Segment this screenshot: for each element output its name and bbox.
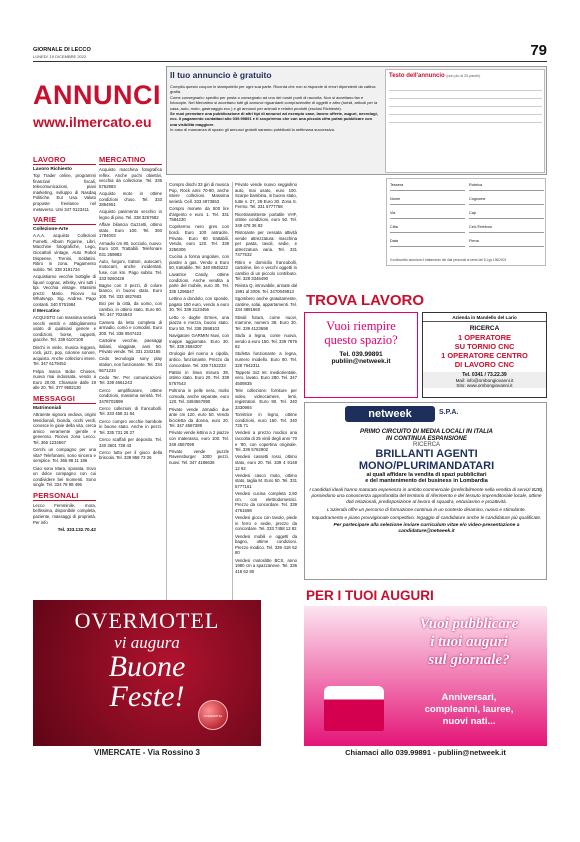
classified-ad: Top Trader online, programmi finanziari fiscali, telecomunicazioni, piani marketing, sviluppo di Nasdaq Politiche. Eur Usa. Valuto proposte freelance nel metaverso. Umi 347 0123411 (33, 173, 96, 212)
classified-ad: Privato vende nuovo seggiolino auto, mai usato, euro 100. Scarpe bambina, in buono stato, tutte n. 27, 28 Euro 30. Zona S. Fermo. Tel. 331 5777758 (235, 182, 297, 210)
coupon-field[interactable] (469, 183, 544, 191)
coupon-field[interactable] (390, 197, 465, 205)
classified-ad: Cucina a forma angolare, con piastre a gas. Vendo a Euro 50, trattabile. Tel. 340 8945222 (169, 253, 229, 271)
issue-date: LUNEDI' 19 DICEMBRE 2022 (33, 54, 87, 59)
classified-ad: Lecco Femminile, mora, bellissima, disponibile completa, paziente, massaggi di proprietà. Per info (33, 502, 96, 525)
classified-ad: Ciao sono Mara, sposata, trovo un dolce compagno con cui condividere bei momenti. Sono single. Tel. 334 78 98 496 (33, 465, 96, 488)
overmotel-line2: Buone (108, 650, 186, 683)
coupon-field[interactable] (390, 239, 465, 247)
classified-ad: Ritiro e domicilio francobolli, cartoline, lire e vecchi oggetti in cambio di un piccolo contributo. Tel. 328 3345490 (235, 259, 297, 282)
netweek-logo-text: netweek (368, 408, 412, 420)
trova-left-box (304, 312, 418, 398)
classified-ad: Vendesi a prezzo modico una raccolta di 25 vinili degli anni '70 e '80, con copertina originale. Tel. 339 5762902 (235, 430, 297, 453)
text-title: Testo dell'annuncio (389, 73, 445, 79)
classified-ad: Tele collezione: forniture per video, videocamere, lenti, registratori. Euro 90. Tel. 340 3330984 (235, 388, 297, 410)
netweek-line5: MONO/PLURIMANDATARI (358, 460, 495, 472)
overmotel-footer: VIMERCATE - Via Rossino 3 (33, 746, 261, 760)
netweek-para4: Per partecipare alla selezione inviare curriculum vitae e/o video-presentazione a candidature@netweek.it (333, 523, 520, 534)
coupon-warning: In caso di mancanza di spazio gli annunci gratuiti saranno pubblicati la settimana successiva. (170, 127, 335, 133)
classified-ad: Vendesi mobili e oggetti da bagno, ottime condizioni. Prezzo modico. Tel. 339 418 62 80 (235, 533, 297, 556)
classified-ad: Copritermo nero gres con bordi. Euro 100 antracite. Privato. Euro 80 trattabili. Vendo, euro 120. Tel. 339 2256306 (169, 224, 229, 252)
coupon-form (385, 69, 545, 173)
coupon-field-label: Cap (469, 211, 476, 215)
classified-ad: Vendesi cucina completa 2,60 cm, con elettrodomestici. Prezzo da concordare. Tel. 339 4761598 (235, 491, 297, 513)
trova-requirement: RICERCA (469, 325, 500, 332)
section-heading: MERCATINO (99, 155, 162, 165)
coupon-field[interactable] (390, 183, 465, 191)
auguri-head3: sul giornale? (428, 652, 510, 668)
coupon-fields (386, 178, 546, 266)
coupon-field[interactable] (469, 197, 544, 205)
classified-ad: Privato vende puzzle Ravensburger 1000 pezzi, nuovi. Tel. 347 4186636 (169, 448, 229, 466)
annunci-site[interactable]: www.ilmercato.eu (33, 114, 152, 130)
coupon-field-label: Rubrica (469, 183, 483, 187)
overmotel-brand: OVERMOTEL (74, 608, 220, 633)
text-lines[interactable] (389, 83, 542, 123)
netweek-line6: ai quali affidare la vendita di spazi pubblicitari (366, 472, 487, 478)
coupon-field-label: Data (390, 239, 399, 243)
classified-ad: Privato vende armadio due ante cm 120, euro 50. Vendo bicicletta da donna, euro 20. Tel. 347 4567389 (169, 406, 229, 429)
classified-ad: Armadio cm 80, nocciolo, nuovo. Euro 100. Trattabili. Telefonare 031 269883 (99, 240, 162, 257)
coupon-field[interactable] (390, 211, 465, 219)
section-heading: VARIE (33, 215, 96, 225)
netweek-line4: BRILLANTI AGENTI (375, 448, 478, 460)
cake-icon (324, 686, 384, 731)
classified-ad: Vendesi cassetti rossi, ottimo stato, euro 20. Tel. 339 4 9148 12 82 (235, 454, 297, 471)
newspaper-title: GIORNALE DI LECCO (33, 47, 91, 53)
classified-ad: Bagno con 3 pezzi, di colore bianco, in buono stato. Euro 100. Tel. 333 4827683 (99, 282, 162, 300)
auguri-footer[interactable]: Chiamaci allo 039.99891 - publiin@netweek.it (304, 746, 547, 760)
classified-ad: Compro monete da 500 lire d'argento e euro 1. Tel. 331 7584230 (169, 205, 229, 223)
coupon-field-label: Tessera (390, 183, 404, 187)
classified-ad: Orologio del nonno a cipolla, antico, funzionante. Prezzo da concordare. Tel. 339 7152233 (169, 351, 229, 368)
netweek-spa: S.P.A. (439, 409, 459, 416)
text-hint: (non più di 25 parole) (446, 74, 481, 78)
subsection-heading: Il Mercatino (33, 309, 60, 315)
classified-ad: Privato vende lettino a 2 piazze con materasso, euro 100. Tel. 349 4567099 (169, 430, 229, 447)
classified-ad: Vendesi gioco con tavolo, piede in ferro e sedie, prezzo da concordare. Tel. 333 7458 12 82 (235, 515, 297, 532)
netweek-line1: PRIMO CIRCUITO DI MEDIA LOCALI IN ITALIA (360, 428, 493, 435)
netweek-line2: IN CONTINUA ESPANSIONE (386, 435, 467, 442)
trova-site[interactable]: Sito: www.ombongiovanni.it (423, 383, 546, 388)
classified-ad: Letto e doghe Ermes, una piazza e mezza, buono stato. Euro 50. Tel. 338 2598103 (169, 314, 229, 331)
section-heading: LAVORO (33, 155, 96, 165)
phone-number: Tel. 333.132.70.42 (57, 526, 96, 532)
auguri-head1: Vuoi pubblicare (419, 616, 519, 632)
trova-left-text: Vuoi riempire questo spazio? (324, 319, 398, 347)
ornament-ball-icon (198, 700, 228, 730)
classified-ad: Acquisto pavimento vecchio in legno di pino. Tel. 338 3257682 (99, 209, 162, 220)
page-header (33, 42, 547, 62)
classified-ad: Cerco tutto per il gioco della briscola. Tel. 339 958 73 26 (99, 449, 162, 461)
classified-ad: Navigatore GARMIN Nuvi, con mappe aggiornate. Euro 30. Tel. 339 2584307 (169, 333, 229, 350)
classified-ad: Acquistiamo vecchie bottiglie di liquori cognac, whisky, vini tutti i tipi. Vecchia vintage. Massimi prezzi Mario. Ricevo su WhatsApp. Sig. Andrea. Pago contanti. 340 0761984 (33, 273, 96, 307)
classified-ad: Cerco amplificatore, ottime condizioni, massima serietà. Tel. 3478702899 (99, 387, 162, 404)
trova-requirement: 1 OPERATORE (457, 333, 512, 342)
classified-ad: Tappeto 3x2 mt. mediorientale, vero, lavato. Euro 280. Tel. 347 4509835 (235, 369, 297, 386)
trova-requirement: SU TORNIO CNC (454, 342, 515, 351)
auguri-title: PER I TUOI AUGURI (306, 588, 434, 603)
coupon-note: Se vuoi prenotare una pubblicazione di altri tipi di annunci ad esempio case, lavoro offerte, auguri, necrologi, ecc. il pagamento contattaci allo 039.99891 e ti scopriremo che con una piccola cifra potrai pubblicare con una visibilità maggiore. (170, 111, 378, 127)
auguri-sub2: compleanni, lauree, (424, 704, 514, 715)
overmotel-ad (33, 600, 261, 760)
overmotel-line3: Feste! (109, 680, 185, 713)
classified-ad: Affare bilancia Guzzetti, ottimo stato. Euro 100. Tel. 393 1784003 (99, 222, 162, 239)
annunci-title: ANNUNCI (33, 80, 161, 110)
classified-ad: Bici per la città, da uomo, con cambio, in ottimo stato. Euro 80. Tel. 347 7024843 (99, 301, 162, 318)
netweek-ad (304, 402, 547, 580)
classified-ad: Ristorante per cessata attività vende attrezzatura: macchina per pasta, tavoli, sedie, e attrezzatura varia. Tel. 331 7477532 (235, 229, 297, 258)
classified-ad: Tornitrice in legno, ottime condizioni, euro 150. Tel. 340 725 71 (235, 412, 297, 429)
trova-left-mail[interactable]: publiìn@netweek.it (331, 358, 391, 365)
netweek-para1: I candidati ideali hanno maturato esperienza in ambito commerciale (preferibilmente nella vendita di servizi B2B), possiedono una conoscenza approfondita del territorio di riferimento e del tessuto imprenditoriale locale, ottime doti relazionali, predisposizione al lavoro di squadra, entusiasmo e proattività. (309, 487, 544, 504)
trova-requirement: 1 OPERATORE CENTRO (441, 351, 528, 360)
classified-ad: Cartoline vecchie, paesaggi italiani, viaggiate, anni 50. Privato vende. Tel. 331 2342165 (99, 337, 162, 355)
coupon-field[interactable] (469, 211, 544, 219)
classified-ad: Poltrona in pelle nera, molto comoda, anche separate, euro 120. Tel. 3484567890 (169, 388, 229, 405)
classified-ad: Cedo Ter. Per comunicazioni. Tel. 339 4561243 (99, 374, 162, 386)
subsection-heading: Collezione-Arte (33, 227, 69, 233)
classified-ad: Dischi in vinile, musica leggera, rock, jazz, pop, colonne sonore, acquisto. Anche collezioni intere. Tel. 347 6179452 (33, 344, 96, 367)
coupon-body: Come consegnarlo: spedito per posta o consegnato ad uno dei nostri punti di raccolta. Non si accettano fax e fotocopie. Nel Mercatino si accettano tutti gli annunci riguardanti compravendite di oggetti e altro (turisti, articoli per la casa, auto, moto, gastroaggio ecc.) e gli annunci per animali e relativi prodotti (esclusi Richieste). (170, 94, 378, 111)
classified-ad: Camera da letto completa di armadio, comò e comodini. Euro 300. Tel. 338 0947423 (99, 319, 162, 336)
section-heading: PERSONALI (33, 491, 96, 501)
coupon-field-label: Citta (390, 225, 398, 229)
classified-ad: Cerco scaffali per deposito. Tel. 340 3601 728 43 (99, 437, 162, 448)
classified-ad: ACQUISTO con massima serietà vecchi vestiti e abbigliamento usato di qualsiasi genere e condizioni, borse, cappotti, giacche. Tel. 339 6107108 (33, 315, 96, 343)
privacy-note: Il sottoscritto autorizza il trattamento dei dati personali ai sensi del D.Lgs 196/2003 (390, 258, 507, 262)
classified-ad: Stufetta funzionante a legna, numero modello. Euro 80. Tel. 328 7542311 (235, 351, 297, 368)
classified-ad: Acquisto macchina fotografica reflex. Anche pochi obiettivi, vecchia da collezione. Tel. 335 5762983 (99, 167, 162, 189)
classified-ad: Stufa a legna, come nuova, vendo a euro 150. Tel. 339 7876 62 (235, 333, 297, 350)
netweek-logo (345, 406, 435, 422)
subsection-heading: Matrimoniali (33, 405, 62, 411)
classified-ad: Lettino a dondolo, con sponde, pagato 150 euro, vendo a euro 30. Tel. 339 2123456 (169, 296, 229, 313)
coupon-field-label: Cell./Telefono (469, 225, 493, 229)
classified-ad: A.A.A. acquisto Collezioni Fumetti, Album Figurine, Libri, Macchine fotografiche, Lego, Giocattoli vintage, Auto Robot Dispense, Trenini, Soldatini. Ritiro in zona. Pagamento subito. Tel. 338 3191734 (33, 233, 96, 272)
column-1 (33, 152, 96, 672)
overmotel-line1: vi augura (114, 633, 180, 652)
classified-ad: Auto, furgoni, trattori, autocarri, motocarri, anche incidentati, fuse, con km. Pago subito. Tel. 333 9260428 (99, 258, 162, 281)
coupon-field-label: Cognome (469, 197, 486, 201)
trova-right-box (422, 312, 547, 398)
classified-ad: Cerco collezioni di francobolli. Tel. 333 458 31 84 (99, 405, 162, 417)
classified-ad: Sgombero anche gratuitamente, cantine, solai, appartamenti. Tel. 334 3881660 (235, 296, 297, 313)
classified-ad: Acquisto moto in ottime condizioni d'uso. Tel. 333 2854951 (99, 190, 162, 208)
coupon-field-label: Firma (469, 239, 479, 243)
classified-ad: Vendesi casco moto, ottimo stato, taglia M. Euro 50. Tel. 331 5777161 (235, 472, 297, 489)
coupon-field-label: Nome (390, 197, 401, 201)
trova-lavoro-title: TROVA LAVORO (306, 292, 425, 309)
netweek-para2: L'azienda offre un percorso di formazione continua in un contesto dinamico, nuovo e stimolante. (327, 507, 526, 512)
coupon-field[interactable] (390, 225, 465, 233)
netweek-para3: Inquadramento e piano provvigionale competitivo. Ingaggio di candidature anche le candidature più qualificate. (311, 515, 542, 520)
classified-ad: Rivista Q, introvabile, annate dal 1991 al 2005. Tel. 3470049813 (235, 283, 297, 295)
coupon-field[interactable] (469, 225, 544, 233)
classified-ad: Cedo tecnologia sony play station, non funzionante. Tel. 334 5671234 (99, 356, 162, 373)
auguri-ad (304, 606, 547, 760)
trova-mail[interactable]: Mail: info@ombongiovanni.it (423, 378, 546, 383)
auguri-sub3: nuovi nati... (442, 716, 496, 727)
classified-ad: Compro dischi 33 giri di musica Pop, Rock anni 70-80, anche intere collezioni. Massima serietà. Cell. 333 4873653 (169, 182, 229, 204)
trova-tel: Tel. 0341 / 73.22.39 (423, 372, 546, 378)
netweek-line7: e del mantenimento dei business in Lombardia (365, 478, 488, 484)
classified-ad: Pattini in linea misura 39, ottimo stato. Euro 20. Tel. 339 5767643 (169, 369, 229, 386)
trova-left-tel: Tel. 039.99891 (339, 351, 383, 358)
netweek-line3: RICERCA (412, 442, 440, 448)
subsection-heading: Lavoro Richiesto (33, 167, 72, 172)
classified-ad: Stivali futura, come nuovi, marrone, numero 38. Euro 30. Tel. 339 4123698 (235, 314, 297, 331)
classified-ad: Lavatrice Candy, ottime condizioni. Anche vendita a parte del mobile, euro 30. Tel. 335 1296547 (169, 272, 229, 295)
column-2 (99, 152, 162, 672)
coupon-field-label: Via (390, 211, 396, 215)
auguri-head2: i tuoi auguri (430, 634, 508, 650)
section-heading: MESSAGGI (33, 394, 96, 404)
classified-ad: Felpa marca Bobo Choses, nuova mai indossata, vendo a Euro 20,00. Chiamare dalle 19 alle 20. Tel. 377 9582130 (33, 368, 96, 391)
coupon-box (166, 66, 547, 175)
auguri-sub1: Anniversari, (441, 692, 497, 703)
page-number: 79 (530, 42, 547, 59)
classified-ad: Ricetrasmittente portatile VHF, ottime condizioni, euro 50. Tel. 349 478 36 83 (235, 211, 297, 228)
classified-ad: Attraente signora vedova, origini Meridionali, bionda, occhi verdi, conosce le gioie della vita, cerca amico veramente gentile e generoso. Ricevo zona Lecco. Tel. 366 1234567 (33, 411, 96, 445)
ornament-sign: OVERMOTEL (203, 714, 223, 718)
trova-requirement: DI LAVORO CNC (454, 360, 515, 369)
classified-ad: Vendesi motoslitte BCS, anno 1980 cm a spazzaneve. Tel. 336 418 62 80 (235, 557, 297, 574)
classified-ad: Cerco compro vecchie bambole in buono stato. Anche in pezzi. Tel. 335 731 28 27 (99, 418, 162, 435)
trova-company: Azienda in Mandello del Lario (423, 313, 546, 322)
classified-ad: Cerchi un compagno per una vita? Telefonami, sono sincera e semplice. Tel. 366 88 11 186 (33, 447, 96, 464)
column-4 (232, 182, 297, 672)
column-3 (166, 182, 229, 672)
coupon-instructions (170, 84, 380, 133)
coupon-intro: Compila questo coupon in stampatello per ogni sua parte. Ricorda che non si risponde di errori dipendenti da cattiva grafia. (170, 84, 376, 95)
coupon-field[interactable] (469, 239, 544, 247)
coupon-title: Il tuo annuncio è gratuito (170, 70, 272, 80)
